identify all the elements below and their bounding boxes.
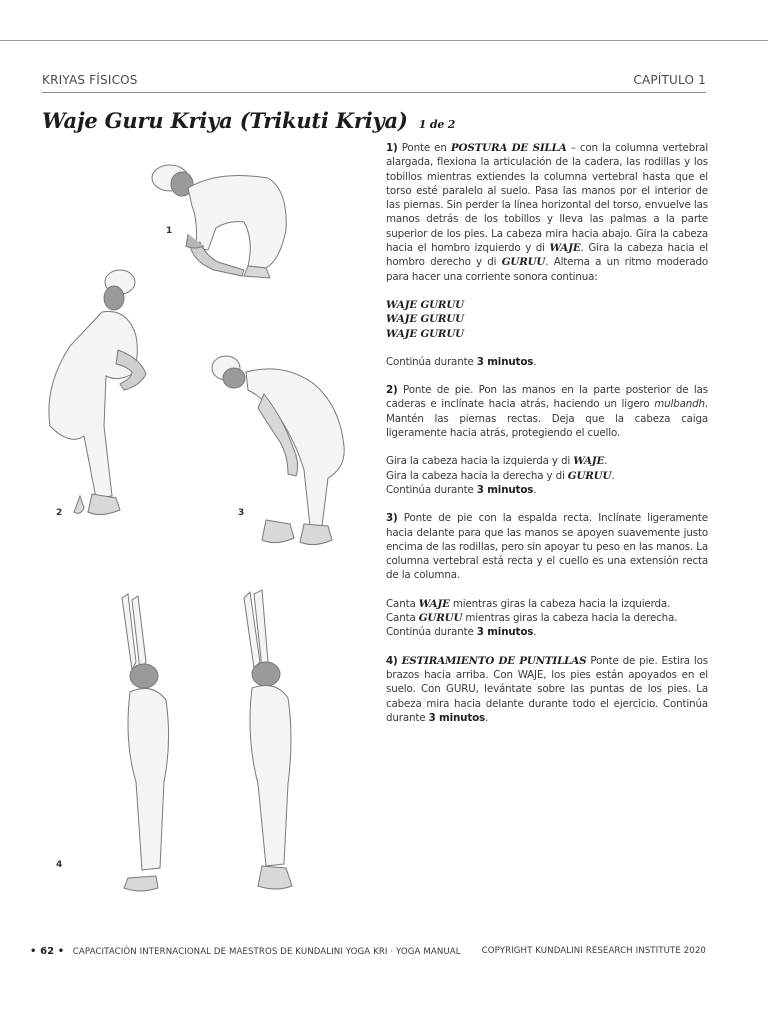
step-2-line-2: Gira la cabeza hacia la derecha y di GURUU. [386, 469, 615, 482]
mantra-waje: WAJE [573, 455, 605, 468]
figure-chair-pose [148, 150, 298, 285]
step-2-text-a: Ponte de pie. Pon las manos en la parte posterior de las caderas e inclínate hacia atrás, haciendo un ligero [386, 384, 708, 411]
step-4-title: ESTIRAMIENTO DE PUNTILLAS [401, 654, 587, 667]
figure-arms-up-flat [112, 592, 182, 894]
mantra-guruu: GURUU [418, 612, 463, 625]
mantra-line: WAJE GURUU [386, 327, 464, 340]
mantra-block [386, 298, 708, 341]
header-rule [42, 92, 706, 93]
section-header: KRIYAS FÍSICOS [42, 73, 138, 87]
step-1-duration [386, 355, 708, 369]
mantra-line: WAJE GURUU [386, 298, 464, 311]
step-2-text-b: . Mantén las piernas rectas. Deja que la cabeza caiga ligeramente hacia atrás, protegiendo el cuello. [386, 398, 709, 440]
step-1-number: 1) [386, 142, 398, 154]
mantra-waje: WAJE [418, 597, 450, 610]
title-main: Waje Guru Kriya (Trikuti Kriya) [42, 108, 408, 133]
step-2-chant [386, 454, 708, 497]
step-4 [386, 654, 708, 725]
top-rule [0, 40, 768, 41]
title-part: 1 de 2 [418, 118, 456, 131]
figure-back-bend [40, 266, 152, 532]
figure-number-4: 4 [56, 860, 63, 870]
chapter-header: CAPÍTULO 1 [633, 73, 706, 87]
duration-time: 3 minutos [476, 355, 534, 368]
step-3-text: Ponte de pie con la espalda recta. Inclínate ligeramente hacia delante para que las manos se apoyen suavemente justo encima de las rodillas, pero sin apoyar tu peso en las manos. La columna vertebral está recta y el cuello es una extensión recta de la columna. [386, 512, 708, 582]
duration-time: 3 minutos [476, 626, 534, 639]
step-2-number: 2) [386, 384, 398, 397]
step-4-end: . [485, 711, 489, 724]
step-4-number: 4) [386, 654, 398, 667]
step-1-text-a: Ponte en [401, 142, 447, 154]
step-2-line-3: Continúa durante 3 minutos. [386, 483, 537, 496]
step-1 [386, 141, 708, 284]
step-4-text: Ponte de pie. Estira los brazos hacia arriba. Con WAJE, los pies están apoyados en el suelo. Con GURU, levántate sobre las puntas de los pies. La cabeza mira hacia delante durante todo el ejercicio. Continúa durante [386, 654, 709, 724]
posture-name: POSTURA DE SILLA [450, 142, 567, 154]
step-1-text-d: . Alterna a un ritmo moderado para hacer una corriente sonora continua: [386, 256, 709, 283]
duration-time: 3 minutos [476, 483, 534, 496]
page-number: • 62 • [30, 946, 65, 957]
page-title [42, 108, 455, 133]
step-2 [386, 383, 708, 440]
duration-time: 3 minutos [428, 711, 486, 724]
duration-text: Continúa durante [386, 355, 474, 368]
mantra-line: WAJE GURUU [386, 313, 464, 326]
figure-number-1: 1 [166, 226, 173, 236]
step-3 [386, 511, 708, 582]
step-3-line-3: Continúa durante 3 minutos. [386, 626, 537, 639]
step-1-text-b: – con la columna vertebral alargada, flexiona la articulación de la cadera, las rodillas y los tobillos mientras extiendes la columna vertebral hasta que el torso esté paralelo al suelo. Pasa las manos por el interior de las piernas. Sin perder la línea horizontal del torso, envuelve las manos detrás de los tobillos y lleva las palmas a la parte superior de los pies. La cabeza mira hacia abajo. Gira la cabeza hacia el hombro izquierdo y di [386, 142, 709, 255]
step-3-number: 3) [386, 512, 398, 525]
step-3-line-2: Canta GURUU mientras giras la cabeza hacia la derecha. [386, 612, 678, 625]
step-2-line-1: Gira la cabeza hacia la izquierda y di WAJE. [386, 455, 608, 468]
duration-end: . [533, 355, 537, 368]
figure-number-2: 2 [56, 508, 63, 518]
instructions [386, 141, 708, 739]
mantra-guruu: GURUU [501, 256, 546, 269]
step-1-text-c: . Gira la cabeza hacia el hombro derecho y di [386, 242, 708, 269]
figure-forward-lean [204, 350, 354, 560]
mantra-guruu: GURUU [567, 469, 612, 482]
figure-arms-up-toes [236, 588, 306, 894]
mantra-waje: WAJE [549, 242, 581, 255]
step-3-chant [386, 597, 708, 640]
figure-number-3: 3 [238, 508, 245, 518]
footer-copyright: COPYRIGHT KUNDALINI RESEARCH INSTITUTE 2020 [481, 946, 706, 956]
step-3-line-1: Canta WAJE mientras giras la cabeza hacia la izquierda. [386, 597, 671, 610]
footer-manual-title: CAPACITACIÓN INTERNACIONAL DE MAESTROS DE KUNDALINI YOGA KRI · YOGA MANUAL [72, 947, 461, 957]
mulbandh-term: mulbandh [654, 398, 705, 411]
footer-left [30, 946, 461, 957]
